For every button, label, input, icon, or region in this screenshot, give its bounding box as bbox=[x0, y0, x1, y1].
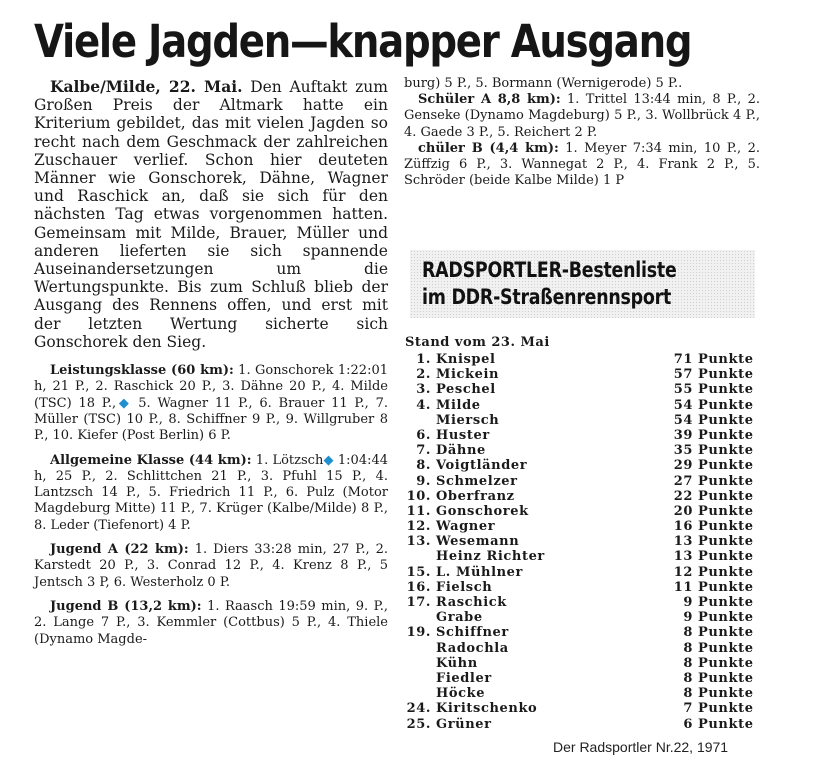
diamond-marker-icon: ◆ bbox=[323, 452, 334, 468]
ranking-row bbox=[405, 671, 760, 686]
points-unit: Punkte bbox=[698, 382, 754, 398]
rider-points: 8 bbox=[683, 686, 693, 702]
rider-points: 12 bbox=[673, 564, 693, 580]
article-right-column bbox=[404, 76, 760, 189]
rider-name: Grüner bbox=[436, 716, 492, 732]
rider-points: 54 bbox=[673, 412, 693, 428]
rank-position bbox=[405, 686, 436, 701]
category-label: chüler B (4,4 km): bbox=[418, 140, 559, 156]
rank-position: 16. bbox=[406, 579, 431, 595]
headline: Viele Jagden—knapper Ausgang bbox=[34, 15, 692, 68]
rider-points: 8 bbox=[683, 670, 693, 686]
rank-position: 13. bbox=[406, 534, 431, 550]
ranking-row bbox=[405, 474, 760, 489]
rider-points: 57 bbox=[673, 367, 693, 383]
ranking-row bbox=[405, 625, 760, 640]
result-text: 1. Lötzsch bbox=[251, 452, 324, 468]
points-unit: Punkte bbox=[698, 716, 754, 732]
rider-points: 16 bbox=[673, 519, 693, 535]
category-label: Schüler A 8,8 km): bbox=[418, 92, 561, 108]
points-unit: Punkte bbox=[698, 579, 754, 595]
points-unit: Punkte bbox=[698, 701, 754, 717]
rank-position bbox=[405, 641, 436, 656]
result-text: 1. Meyer 7:34 min, 10 P., 2. Züffzig 6 P., 3. Wannegat 2 P., 4. Frank 2 P., 5. Schröder (beide Kalbe Milde) 1 P bbox=[404, 140, 760, 189]
category-label: Jugend B (13,2 km): bbox=[50, 598, 202, 614]
rider-points: 8 bbox=[683, 655, 693, 671]
rider-name: Dähne bbox=[436, 443, 486, 459]
rider-points: 71 bbox=[673, 352, 693, 367]
result-schueler-b bbox=[404, 141, 760, 190]
ranking-row bbox=[405, 580, 760, 595]
ranking-row bbox=[405, 367, 760, 382]
rank-position: 9. bbox=[416, 473, 431, 489]
rider-name: Gonschorek bbox=[436, 503, 529, 519]
rank-position bbox=[405, 549, 436, 564]
result-text: 1. Diers 33:28 min, 27 P., 2. Karstedt 20 P., 3. Conrad 12 P., 4. Krenz 8 P., 5 Jentsch 3 P, 6. Westerholz 0 P. bbox=[34, 542, 389, 590]
points-unit: Punkte bbox=[698, 397, 754, 413]
ranking-row bbox=[405, 534, 760, 549]
rider-name: Knispel bbox=[436, 352, 496, 367]
bestenliste-heading-line2: im DDR-Straßenrennsport bbox=[422, 285, 672, 309]
points-unit: Punkte bbox=[698, 352, 754, 367]
rank-position: 10. bbox=[406, 488, 431, 504]
rank-position: 11. bbox=[406, 503, 431, 519]
points-unit: Punkte bbox=[698, 655, 754, 671]
rider-points: 20 bbox=[673, 503, 693, 519]
ranking-row bbox=[405, 717, 760, 732]
ranking-row bbox=[405, 686, 760, 701]
ranking-list bbox=[405, 352, 760, 732]
points-unit: Punkte bbox=[698, 473, 754, 489]
rider-points: 13 bbox=[673, 549, 693, 565]
ranking-row bbox=[405, 398, 760, 413]
article-lead bbox=[34, 78, 388, 351]
result-text: 1. Trittel 13:44 min, 8 P., 2. Genseke (Dynamo Magdeburg) 5 P., 3. Wollbrück 4 P., 4. Gaede 3 P., 5. Reichert 2 P. bbox=[404, 92, 760, 140]
rank-position: 6. bbox=[416, 427, 431, 443]
rider-points: 8 bbox=[683, 625, 693, 641]
rank-position: 12. bbox=[406, 519, 431, 535]
rider-points: 9 bbox=[683, 610, 693, 626]
category-label: Allgemeine Klasse (44 km): bbox=[50, 452, 252, 468]
rider-name: Raschick bbox=[436, 595, 507, 610]
rider-points: 13 bbox=[673, 534, 693, 550]
ranking-row bbox=[405, 458, 760, 473]
points-unit: Punkte bbox=[698, 519, 754, 535]
ranking-row bbox=[405, 489, 760, 504]
result-continuation bbox=[404, 76, 760, 92]
rider-name: Voigtländer bbox=[436, 458, 528, 474]
category-label: Leistungsklasse (60 km): bbox=[50, 363, 234, 379]
points-unit: Punkte bbox=[698, 595, 754, 610]
bestenliste-heading-line1: RADSPORTLER-Bestenliste bbox=[422, 258, 677, 282]
rank-position: 3. bbox=[416, 382, 431, 398]
rider-name: Grabe bbox=[436, 610, 483, 626]
result-text: 1:04:44 h, 25 P., 2. Schlittchen 21 P., 3. Pfuhl 15 P., 4. Lantzsch 14 P., 5. Friedrich 11 P., 6. Pulz (Motor Magdeburg Mitte) 11 P., 7. Krüger (Kalbe/Milde) 8 P., 8. Leder (Tiefenort) 4 P. bbox=[34, 452, 389, 533]
rank-position: 19. bbox=[406, 625, 431, 641]
points-unit: Punkte bbox=[698, 625, 754, 641]
rider-points: 29 bbox=[673, 458, 693, 474]
ranking-row bbox=[405, 382, 760, 397]
bestenliste-heading-box bbox=[410, 250, 755, 318]
rider-name: Fielsch bbox=[436, 579, 493, 595]
rank-position bbox=[405, 656, 436, 671]
points-unit: Punkte bbox=[698, 427, 754, 443]
rider-name: Radochla bbox=[436, 640, 509, 656]
ranking-row bbox=[405, 413, 760, 428]
rider-name: Heinz Richter bbox=[436, 549, 545, 565]
rider-name: Peschel bbox=[436, 382, 496, 398]
dateline: Kalbe/Milde, 22. Mai. bbox=[50, 77, 243, 96]
result-schueler-a bbox=[404, 92, 760, 141]
points-unit: Punkte bbox=[698, 670, 754, 686]
rank-position: 2. bbox=[416, 367, 431, 383]
rider-name: Schiffner bbox=[436, 625, 509, 641]
rider-name: Wesemann bbox=[436, 534, 520, 550]
points-unit: Punkte bbox=[698, 564, 754, 580]
rider-name: Schmelzer bbox=[436, 473, 518, 489]
source-caption: Der Radsportler Nr.22, 1971 bbox=[553, 739, 729, 755]
ranking-row bbox=[405, 549, 760, 564]
rank-position bbox=[405, 671, 436, 686]
rank-position: 4. bbox=[416, 397, 431, 413]
rank-position: 17. bbox=[406, 595, 431, 610]
result-leistungsklasse bbox=[34, 363, 388, 444]
rank-position bbox=[405, 413, 436, 428]
result-text: 5. Wagner 11 P., 6. Brauer 11 P., 7. Müller (TSC) 10 P., 8. Schiffner 9 P., 9. Willgruber 8 P., 10. Kiefer (Post Berlin) 6 P. bbox=[34, 395, 389, 444]
rank-position: 15. bbox=[406, 564, 431, 580]
category-label: Jugend A (22 km): bbox=[50, 542, 189, 558]
result-jugend-a bbox=[34, 542, 388, 591]
ranking-row bbox=[405, 428, 760, 443]
points-unit: Punkte bbox=[698, 503, 754, 519]
rank-position: 1. bbox=[416, 352, 431, 367]
result-text: burg) 5 P., 5. Bormann (Wernigerode) 5 P.. bbox=[404, 76, 683, 91]
ranking-row bbox=[405, 595, 760, 610]
ranking-row bbox=[405, 701, 760, 716]
rank-position: 25. bbox=[406, 716, 431, 732]
rider-points: 22 bbox=[673, 488, 693, 504]
rider-points: 11 bbox=[673, 579, 693, 595]
result-jugend-b bbox=[34, 599, 388, 648]
points-unit: Punkte bbox=[698, 549, 754, 565]
diamond-marker-icon: ◆ bbox=[116, 395, 132, 411]
rank-position bbox=[405, 610, 436, 625]
ranking-row bbox=[405, 504, 760, 519]
ranking-row bbox=[405, 565, 760, 580]
rider-points: 54 bbox=[673, 397, 693, 413]
rider-name: Kühn bbox=[436, 655, 478, 671]
rank-position: 24. bbox=[406, 701, 431, 717]
points-unit: Punkte bbox=[698, 443, 754, 459]
rider-name: Milde bbox=[436, 397, 481, 413]
rider-name: Wagner bbox=[436, 519, 496, 535]
points-unit: Punkte bbox=[698, 610, 754, 626]
points-unit: Punkte bbox=[698, 534, 754, 550]
article-body: Den Auftakt zum Großen Preis der Altmark hatte ein Kriterium gebildet, das mit vielen Jagden so recht nach dem Geschmack der zahlreichen Zuschauer verlief. Schon hier deuteten Männer wie Gonschorek, Dähne, Wagner und Raschick an, daß sie sich für den nächsten Tag etwas vorgenommen hatten. Gemeinsam mit Milde, Brauer, Müller und anderen lieferten sie sich spannende Auseinandersetzungen um die Wertungspunkte. Bis zum Schluß blieb der Ausgang des Rennens offen, und erst mit der letzten Wertung sicherte sich Gonschorek den Sieg. bbox=[34, 78, 388, 351]
result-allgemeine-klasse bbox=[34, 453, 388, 534]
article-left-column bbox=[34, 78, 388, 648]
rider-name: Oberfranz bbox=[436, 488, 515, 504]
result-text: 1. Raasch 19:59 min, 9. P., 2. Lange 7 P., 3. Kemmler (Cottbus) 5 P., 4. Thiele (Dynamo Magde- bbox=[34, 598, 389, 647]
stand-date: Stand vom 23. Mai bbox=[405, 335, 550, 350]
points-unit: Punkte bbox=[698, 686, 754, 702]
result-text: 1. Gonschorek 1:22:01 h, 21 P., 2. Raschick 20 P., 3. Dähne 20 P., 4. Milde (TSC) 18 P., bbox=[34, 363, 389, 411]
rider-name: L. Mühlner bbox=[436, 564, 523, 580]
points-unit: Punkte bbox=[698, 458, 754, 474]
points-unit: Punkte bbox=[698, 367, 754, 383]
points-unit: Punkte bbox=[698, 640, 754, 656]
rider-name: Kiritschenko bbox=[436, 701, 538, 717]
ranking-row bbox=[405, 352, 760, 367]
rider-name: Miersch bbox=[436, 412, 500, 428]
rank-position: 8. bbox=[416, 458, 431, 474]
rider-points: 35 bbox=[673, 443, 693, 459]
points-unit: Punkte bbox=[698, 488, 754, 504]
rider-name: Huster bbox=[436, 427, 490, 443]
ranking-row bbox=[405, 641, 760, 656]
rider-points: 6 bbox=[683, 716, 693, 732]
rider-points: 7 bbox=[683, 701, 693, 717]
ranking-row bbox=[405, 656, 760, 671]
rider-points: 39 bbox=[673, 427, 693, 443]
rank-position: 7. bbox=[416, 443, 431, 459]
rider-points: 55 bbox=[673, 382, 693, 398]
rider-name: Mickein bbox=[436, 367, 500, 383]
rider-points: 27 bbox=[673, 473, 693, 489]
rider-name: Höcke bbox=[436, 686, 486, 702]
ranking-row bbox=[405, 443, 760, 458]
ranking-row bbox=[405, 610, 760, 625]
rider-points: 9 bbox=[683, 595, 693, 610]
points-unit: Punkte bbox=[698, 412, 754, 428]
rider-name: Fiedler bbox=[436, 670, 492, 686]
rider-points: 8 bbox=[683, 640, 693, 656]
ranking-row bbox=[405, 519, 760, 534]
